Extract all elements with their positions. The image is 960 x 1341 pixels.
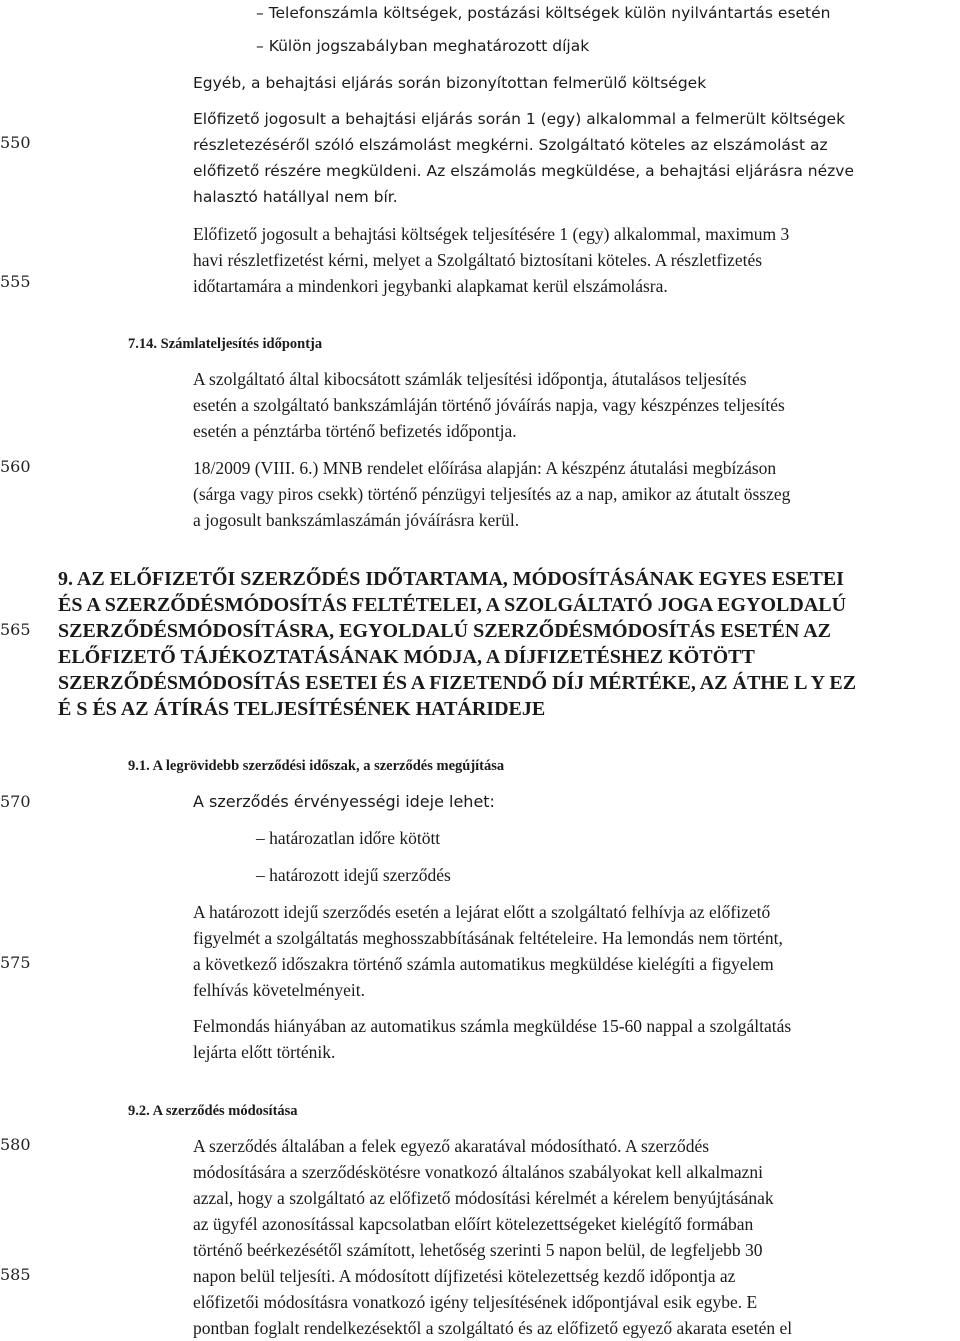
- list-item: – Telefonszámla költségek, postázási költségek külön nyilvántartás esetén: [256, 0, 831, 26]
- text-line: esetén a pénztárba történő befizetés időpontja.: [193, 421, 517, 441]
- text-line: napon belül teljesíti. A módosított díjfizetési kötelezettség kezdő időpontja az: [193, 1266, 736, 1286]
- text-line: a jogosult bankszámlaszámán jóváírásra kerül.: [193, 510, 520, 530]
- list-item: – határozatlan időre kötött: [256, 825, 440, 851]
- heading-line: SZERZŐDÉSMÓDOSÍTÁSRA, EGYOLDALÚ SZERZŐDÉSMÓDOSÍTÁS ESETÉN AZ: [58, 620, 831, 642]
- text-line: előfizetői módosításra vonatkozó igény teljesítésének időpontjával esik egybe. E: [193, 1292, 758, 1312]
- line-number: 580: [0, 1135, 31, 1154]
- payment-date-paragraph: [193, 366, 785, 444]
- line-number: 560: [0, 457, 31, 476]
- line-number: 555: [0, 272, 31, 291]
- text-line: módosítására a szerződéskötésre vonatkozó általános szabályokat kell alkalmazni: [193, 1162, 763, 1182]
- list-item: – határozott idejű szerződés: [256, 862, 451, 888]
- text-line: A határozott idejű szerződés esetén a lejárat előtt a szolgáltató felhívja az előfizető: [193, 902, 771, 922]
- section-heading-7-14: 7.14. Számlateljesítés időpontja: [128, 336, 323, 352]
- mnb-regulation-paragraph: [193, 455, 790, 533]
- line-number: 565: [0, 620, 31, 639]
- text-line: lejárta előtt történik.: [193, 1042, 336, 1062]
- text-line: felhívás követelményeit.: [193, 980, 366, 1000]
- text-line: időtartamára a mindenkori jegybanki alapkamat kerül elszámolásra.: [193, 276, 668, 296]
- fixed-term-paragraph: [193, 899, 783, 1003]
- section-heading-9-2: 9.2. A szerződés módosítása: [128, 1103, 298, 1119]
- text-line: pontban foglalt rendelkezésektől a szolgáltató és az előfizető egyező akarata esetén el: [193, 1318, 793, 1338]
- statement-paragraph: [193, 106, 854, 210]
- text-line: (sárga vagy piros csekk) történő pénzügyi teljesítés az a nap, amikor az átutalt összeg: [193, 484, 791, 504]
- text-line: az ügyfél azonosítással kapcsolatban előírt kötelezettségeket kielégítő formában: [193, 1214, 754, 1234]
- heading-line: SZERZŐDÉSMÓDOSÍTÁS ESETEI ÉS A FIZETENDŐ DÍJ MÉRTÉKE, AZ ÁTHE L Y EZ: [58, 672, 857, 694]
- heading-line: ÉS A SZERZŐDÉSMÓDOSÍTÁS FELTÉTELEI, A SZOLGÁLTATÓ JOGA EGYOLDALÚ: [58, 594, 847, 616]
- section-heading-9-1: 9.1. A legrövidebb szerződési időszak, a szerződés megújítása: [128, 758, 505, 774]
- line-number: 550: [0, 133, 31, 152]
- text-line: részletezéséről szóló elszámolást megkérni. Szolgáltató köteles az elszámolást az: [193, 136, 828, 154]
- text-line: halasztó hatállyal nem bír.: [193, 188, 398, 206]
- modification-paragraph: [193, 1133, 792, 1341]
- contract-type-item: [256, 825, 440, 851]
- heading-line: ELŐFIZETŐ TÁJÉKOZTATÁSÁNAK MÓDJA, A DÍJFIZETÉSHEZ KÖTÖTT: [58, 646, 755, 668]
- termination-paragraph: [193, 1013, 791, 1065]
- text-line: 18/2009 (VIII. 6.) MNB rendelet előírása alapján: A készpénz átutalási megbízáson: [193, 458, 777, 478]
- text-line: esetén a szolgáltató bankszámláján történő jóváírás napja, vagy készpénzes teljesítés: [193, 395, 785, 415]
- line-number: 585: [0, 1265, 31, 1284]
- other-costs-line: [193, 70, 706, 96]
- heading-line: 9. AZ ELŐFIZETŐI SZERZŐDÉS IDŐTARTAMA, MÓDOSÍTÁSÁNAK EGYES ESETEI: [58, 568, 844, 590]
- cost-list-item: [256, 33, 589, 59]
- heading-line: É S ÉS AZ ÁTÍRÁS TELJESÍTÉSÉNEK HATÁRIDEJE: [58, 698, 546, 720]
- text-line: Előfizető jogosult a behajtási eljárás során 1 (egy) alkalommal a felmerült költségek: [193, 110, 846, 128]
- text-line: a következő időszakra történő számla automatikus megküldése kielégíti a figyelem: [193, 954, 774, 974]
- contract-type-item: [256, 862, 451, 888]
- text-line: havi részletfizetést kérni, melyet a Szolgáltató biztosítani köteles. A részletfizetés: [193, 250, 763, 270]
- text-line: A szolgáltató által kibocsátott számlák teljesítési időpontja, átutalásos teljesítés: [193, 369, 747, 389]
- text-line: figyelmét a szolgáltatás meghosszabbításának feltételeire. Ha lemondás nem történt,: [193, 928, 783, 948]
- text-line: A szerződés általában a felek egyező akaratával módosítható. A szerződés: [193, 1136, 710, 1156]
- text-line: történő beérkezésétől számított, lehetőség szerinti 5 napon belül, de legfeljebb 30: [193, 1240, 763, 1260]
- cost-list-item: [256, 0, 831, 26]
- line-number: 575: [0, 953, 31, 972]
- text-line: Előfizető jogosult a behajtási költségek teljesítésére 1 (egy) alkalommal, maximum 3: [193, 224, 790, 244]
- section-heading-9: [58, 566, 958, 722]
- text-line: Felmondás hiányában az automatikus számla megküldése 15-60 nappal a szolgáltatás: [193, 1016, 792, 1036]
- text-line: Egyéb, a behajtási eljárás során bizonyítottan felmerülő költségek: [193, 74, 707, 92]
- list-item: – Külön jogszabályban meghatározott díjak: [256, 33, 589, 59]
- text-line: előfizető részére megküldeni. Az elszámolás megküldése, a behajtási eljárásra nézve: [193, 162, 854, 180]
- validity-intro: A szerződés érvényességi ideje lehet:: [193, 792, 495, 811]
- installment-paragraph: [193, 221, 789, 299]
- text-line: azzal, hogy a szolgáltató az előfizető módosítási kérelmét a kérelem benyújtásának: [193, 1188, 774, 1208]
- line-number: 570: [0, 792, 31, 811]
